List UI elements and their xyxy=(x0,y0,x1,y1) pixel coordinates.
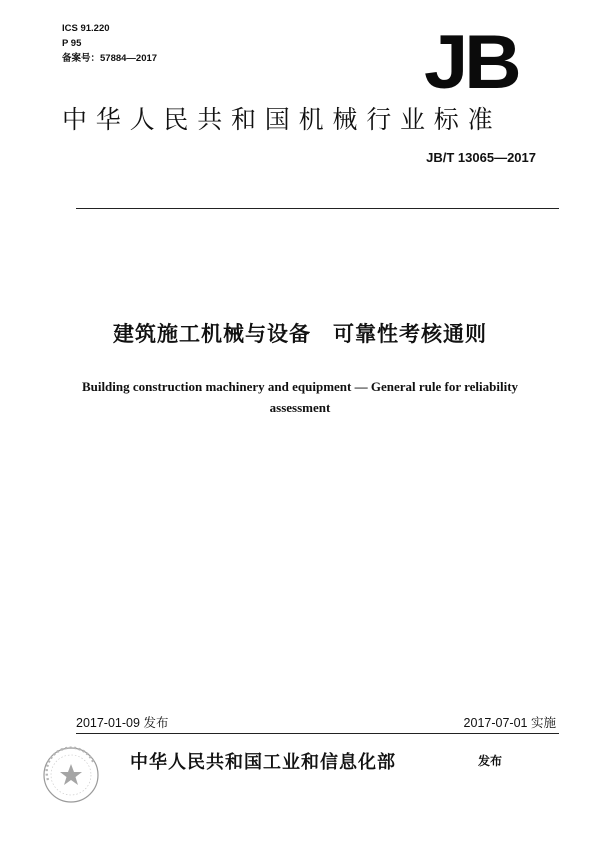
standard-type-title: 中华人民共和国机械行业标准 xyxy=(62,105,502,134)
implement-date-line xyxy=(464,713,556,731)
top-divider xyxy=(76,208,559,209)
issuer-suffix: 发布 xyxy=(478,754,503,768)
chinese-title: 建筑施工机械与设备 可靠性考核通则 xyxy=(113,322,487,346)
issue-date: 2017-01-09 xyxy=(76,716,140,730)
issue-label: 发布 xyxy=(143,715,169,730)
ministry-seal-icon xyxy=(40,744,102,806)
implement-label: 实施 xyxy=(530,715,556,730)
issue-date-line xyxy=(76,713,168,731)
issuing-authority: 中华人民共和国工业和信息化部 xyxy=(130,752,396,773)
jb-logo: JB xyxy=(424,20,518,105)
bottom-divider xyxy=(76,733,559,734)
implement-date: 2017-07-01 xyxy=(463,716,528,730)
record-number: 备案号：57884—2017 xyxy=(62,53,158,64)
ccs-code: P 95 xyxy=(62,38,82,49)
ics-code: ICS 91.220 xyxy=(62,23,110,34)
standard-code: JB/T 13065—2017 xyxy=(426,150,536,165)
english-title: Building construction machinery and equipment — General rule for reliability assessment xyxy=(81,379,519,415)
